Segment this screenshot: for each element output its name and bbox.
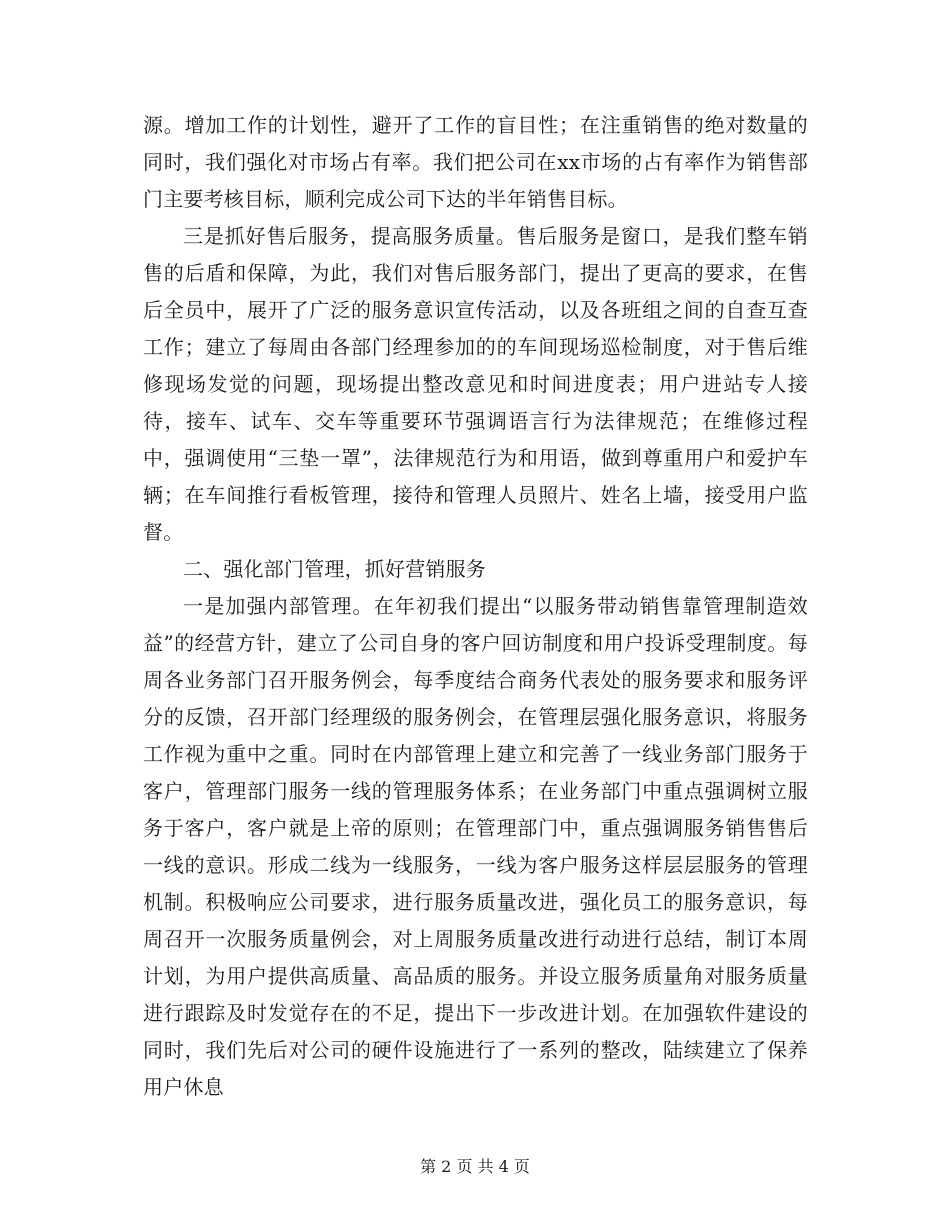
page-number-footer: 第 2 页 共 4 页 [420,1157,530,1176]
document-body [143,107,808,1106]
paragraph-continuation: 源。增加工作的计划性，避开了工作的盲目性；在注重销售的绝对数量的同时，我们强化对市场占有率。我们把公司在xx市场的占有率作为销售部门主要考核目标，顺利完成公司下达的半年销售目标。 [143,113,808,211]
paragraph-internal-management: 一是加强内部管理。在年初我们提出“以服务带动销售靠管理制造效益”的经营方针，建立了公司自身的客户回访制度和用户投诉受理制度。每周各业务部门召开服务例会，每季度结合商务代表处的服务要求和服务评分的反馈，召开部门经理级的服务例会，在管理层强化服务意识，将服务工作视为重中之重。同时在内部管理上建立和完善了一线业务部门服务于客户，管理部门服务一线的管理服务体系；在业务部门中重点强调树立服务于客户，客户就是上帝的原则；在管理部门中，重点强调服务销售售后一线的意识。形成二线为一线服务，一线为客户服务这样层层服务的管理机制。积极响应公司要求，进行服务质量改进，强化员工的服务意识，每周召开一次服务质量例会，对上周服务质量改进行动进行总结，制订本周计划，为用户提供高质量、高品质的服务。并设立服务质量角对服务质量进行跟踪及时发觉存在的不足，提出下一步改进计划。在加强软件建设的同时，我们先后对公司的硬件设施进行了一系列的整改，陆续建立了保养用户休息 [143,594,808,1099]
section-heading: 二、强化部门管理，抓好营销服务 [183,557,486,581]
paragraph-after-sales-service: 三是抓好售后服务，提高服务质量。售后服务是窗口，是我们整车销售的后盾和保障，为此，我们对售后服务部门，提出了更高的要求，在售后全员中，展开了广泛的服务意识宣传活动，以及各班组之间的自查互查工作；建立了每周由各部门经理参加的的车间现场巡检制度，对于售后维修现场发觉的问题，现场提出整改意见和时间进度表；用户进站专人接待，接车、试车、交车等重要环节强调语言行为法律规范；在维修过程中，强调使用“三垫一罩”，法律规范行为和用语，做到尊重用户和爱护车辆；在车间推行看板管理，接待和管理人员照片、姓名上墙，接受用户监督。 [143,224,808,544]
